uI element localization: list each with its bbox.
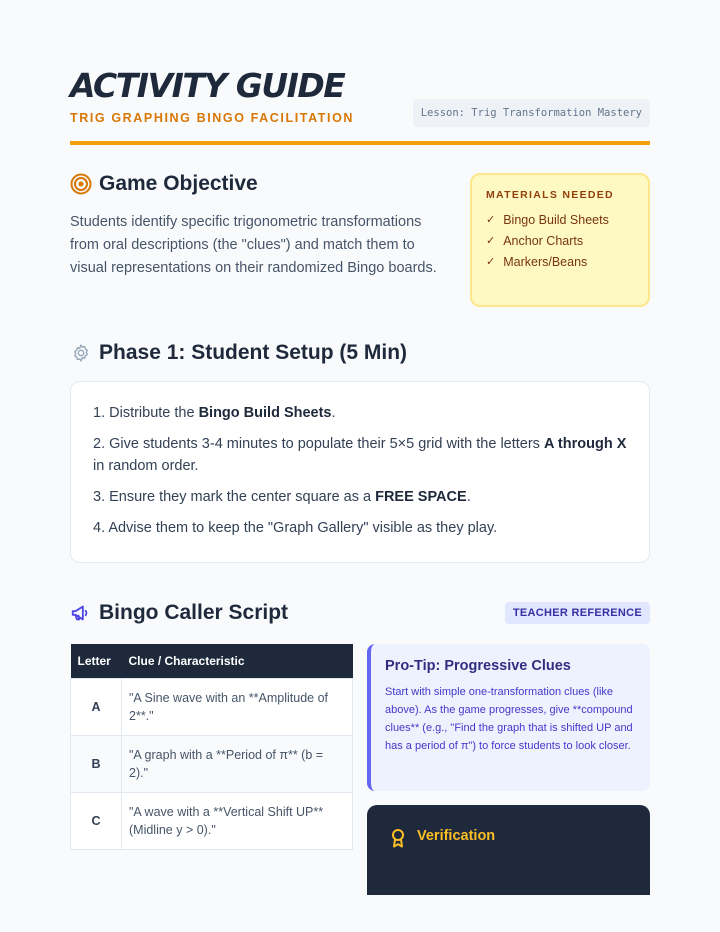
materials-item [486,230,634,251]
protip-title: Pro-Tip: Progressive Clues [385,658,571,674]
steps-card [70,381,650,563]
page-title: ACTIVITY GUIDE [70,66,345,105]
objective-heading [70,172,450,196]
step-item: 2. Give students 3-4 minutes to populate their 5×5 grid with the letters A through X in random order. [93,436,627,474]
activity-guide-page [70,0,650,844]
verification-title: Verification [417,828,496,844]
materials-item-label: Anchor Charts [503,233,584,248]
phase1-section [70,341,650,563]
megaphone-icon [70,602,92,624]
award-icon [387,827,409,849]
table-row [71,678,353,735]
phase1-title: Phase 1: Student Setup (5 Min) [99,341,408,364]
materials-item-label: Markers/Beans [503,254,588,269]
verification-card [367,805,650,895]
objective-title: Game Objective [99,172,258,195]
phase1-heading [70,341,650,365]
step-item: 1. Distribute the Bingo Build Sheets. [93,405,336,421]
table-header-row [71,644,353,678]
caller-section [70,601,650,844]
column-header: Letter [71,644,122,678]
check-icon: ✓ [486,214,496,226]
clue-cell: "A Sine wave with an **Amplitude of 2**." [122,678,353,735]
check-icon: ✓ [486,256,496,268]
letter-cell: C [71,792,122,849]
page-subtitle: TRIG GRAPHING BINGO FACILITATION [70,111,355,125]
table-row [71,735,353,792]
protip-card [367,644,650,791]
materials-item-label: Bingo Build Sheets [503,212,609,227]
materials-box [470,173,650,307]
caller-heading [70,601,288,625]
clue-cell: "A wave with a **Vertical Shift UP** (Midline y > 0)." [122,792,353,849]
letter-cell: B [71,735,122,792]
column-header: Clue / Characteristic [122,644,353,678]
materials-item [486,251,634,272]
gear-icon [70,342,92,364]
protip-text: Start with simple one-transformation clues (like above). As the game progresses, give **compound clues** (e.g., "Find the graph that is shifted UP and has a period of π") to force students to look closer. [385,686,633,752]
target-icon [70,173,92,195]
step-item: 4. Advise them to keep the "Graph Gallery" visible as they play. [93,520,498,536]
letter-cell: A [71,678,122,735]
objective-section [70,172,450,280]
caller-header [70,601,650,625]
objective-text: Students identify specific trigonometric transformations from oral descriptions (the "clues") and match them to visual representations on their randomized Bingo boards. [70,214,437,276]
step-item: 3. Ensure they mark the center square as a FREE SPACE. [93,489,471,505]
table-row [71,792,353,849]
page-header [70,0,650,145]
caller-title: Bingo Caller Script [99,601,289,624]
caller-table [70,644,353,850]
check-icon: ✓ [486,235,496,247]
teacher-reference-badge: TEACHER REFERENCE [505,602,650,624]
materials-title: MATERIALS NEEDED [486,189,614,201]
clue-cell: "A graph with a **Period of π** (b = 2)." [122,735,353,792]
materials-item [486,209,634,230]
lesson-badge: Lesson: Trig Transformation Mastery [413,99,650,127]
